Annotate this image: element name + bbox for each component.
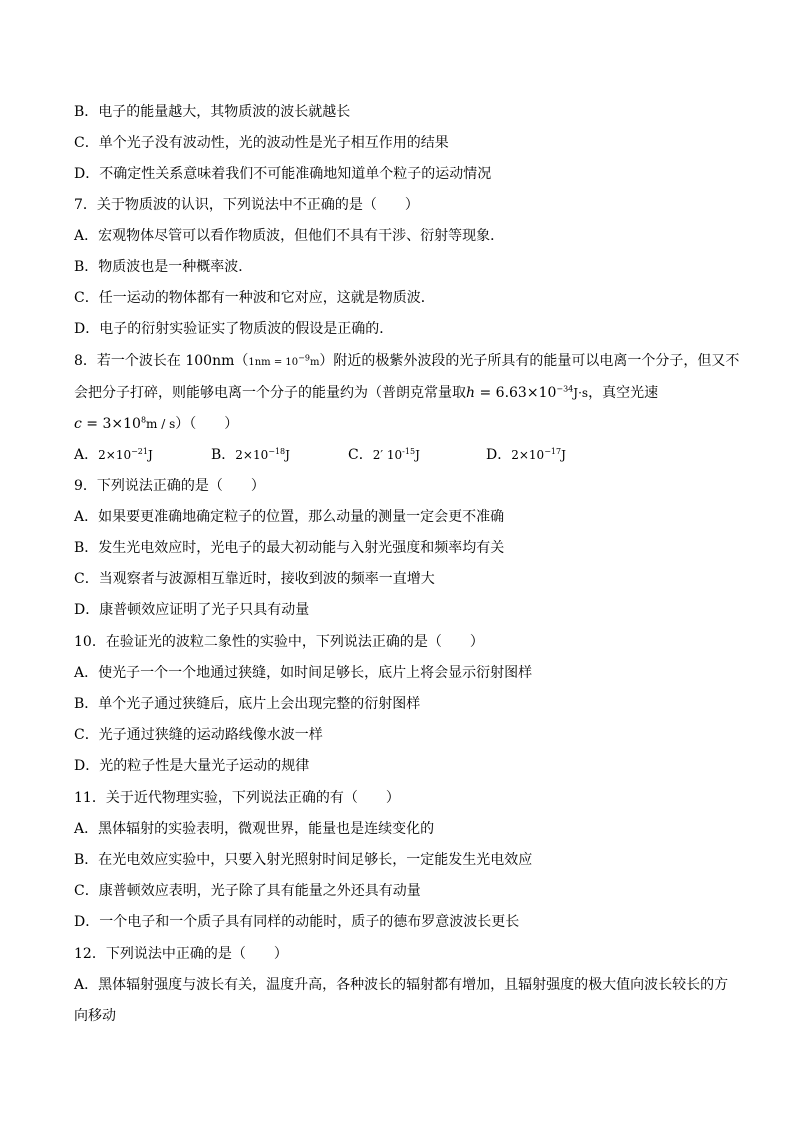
q8-option-b: B．$2\times 10^{-18}J$ xyxy=(211,447,290,463)
q8-stem-line2 xyxy=(74,383,658,403)
q12-option-a-line1: A．黑体辐射强度与波长有关，温度升高，各种波长的辐射都有增加，且辐射强度的极大值向波长较长的方 xyxy=(74,977,729,993)
q10-stem: 10．在验证光的波粒二象性的实验中，下列说法正确的是（ ） xyxy=(74,634,484,650)
q8-option-a: A．$2\times 10^{-21}J$ xyxy=(74,447,153,463)
q8-stem-a: 8．若一个波长在 100nm（ xyxy=(74,353,249,369)
q10-option-d: D．光的粒子性是大量光子运动的规律 xyxy=(74,758,310,774)
q6-option-c: C．单个光子没有波动性，光的波动性是光子相互作用的结果 xyxy=(74,135,449,151)
q12-stem: 12．下列说法中正确的是（ ） xyxy=(74,946,288,962)
q10-option-b: B．单个光子通过狭缝后，底片上会出现完整的衍射图样 xyxy=(74,696,421,712)
q11-option-c: C．康普顿效应表明，光子除了具有能量之外还具有动量 xyxy=(74,883,421,899)
q9-stem: 9．下列说法正确的是（ ） xyxy=(74,478,265,494)
q9-option-a: A．如果要更准确地确定粒子的位置，那么动量的测量一定会更不准确 xyxy=(74,509,505,525)
q8-option-d: D．$2\times 10^{-17}J$ xyxy=(486,447,566,463)
q7-option-b: B．物质波也是一种概率波． xyxy=(74,259,253,275)
q7-option-d: D．电子的衍射实验证实了物质波的假设是正确的． xyxy=(74,321,394,337)
q11-stem: 11．关于近代物理实验，下列说法正确的有（ ） xyxy=(74,790,400,806)
q10-option-a: A．使光子一个一个地通过狭缝，如时间足够长，底片上将会显示衍射图样 xyxy=(74,665,533,681)
nm-definition: $1nm = 10^{-9}m$ xyxy=(248,353,320,368)
q7-option-c: C．任一运动的物体都有一种波和它对应，这就是物质波． xyxy=(74,290,435,306)
q7-option-a: A．宏观物体尽管可以看作物质波，但他们不具有干涉、衍射等现象． xyxy=(74,228,505,244)
q12-option-a-line2: 向移动 xyxy=(74,1008,116,1024)
q8-stem-line1 xyxy=(74,351,739,373)
q8-stem-b: ）附近的极紫外波段的光子所具有的能量可以电离一个分子，但又不 xyxy=(319,353,740,369)
q8-stem-d: ，真空光速 xyxy=(588,385,659,401)
q6-option-d: D．不确定性关系意味着我们不可能准确地知道单个粒子的运动情况 xyxy=(74,166,492,182)
q8-stem-e: ）（ ） xyxy=(175,416,239,432)
q6-option-b: B．电子的能量越大，其物质波的波长就越长 xyxy=(74,104,351,120)
q11-option-d: D．一个电子和一个质子具有同样的动能时，质子的德布罗意波波长更长 xyxy=(74,914,520,930)
planck-constant: $h = 6.63\times 10^{-34}J\cdot s$ xyxy=(466,384,589,401)
q10-option-c: C．光子通过狭缝的运动路线像水波一样 xyxy=(74,727,323,743)
q8-option-c: C．2′ $10^{-15}J$ xyxy=(348,447,420,463)
q9-option-c: C．当观察者与波源相互靠近时，接收到波的频率一直增大 xyxy=(74,571,435,587)
q8-stem-line3 xyxy=(74,414,238,434)
q9-option-b: B．发生光电效应时，光电子的最大初动能与入射光强度和频率均有关 xyxy=(74,540,505,556)
q9-option-d: D．康普顿效应证明了光子只具有动量 xyxy=(74,602,310,618)
q11-option-b: B．在光电效应实验中，只要入射光照射时间足够长，一定能发生光电效应 xyxy=(74,852,533,868)
speed-of-light: $c = 3\times 10^8m / s$ xyxy=(74,415,176,432)
q7-stem: 7．关于物质波的认识，下列说法中不正确的是（ ） xyxy=(74,197,419,213)
q11-option-a: A．黑体辐射的实验表明，微观世界，能量也是连续变化的 xyxy=(74,821,435,837)
q8-stem-c: 会把分子打碎，则能够电离一个分子的能量约为（普朗克常量取 xyxy=(74,385,466,401)
